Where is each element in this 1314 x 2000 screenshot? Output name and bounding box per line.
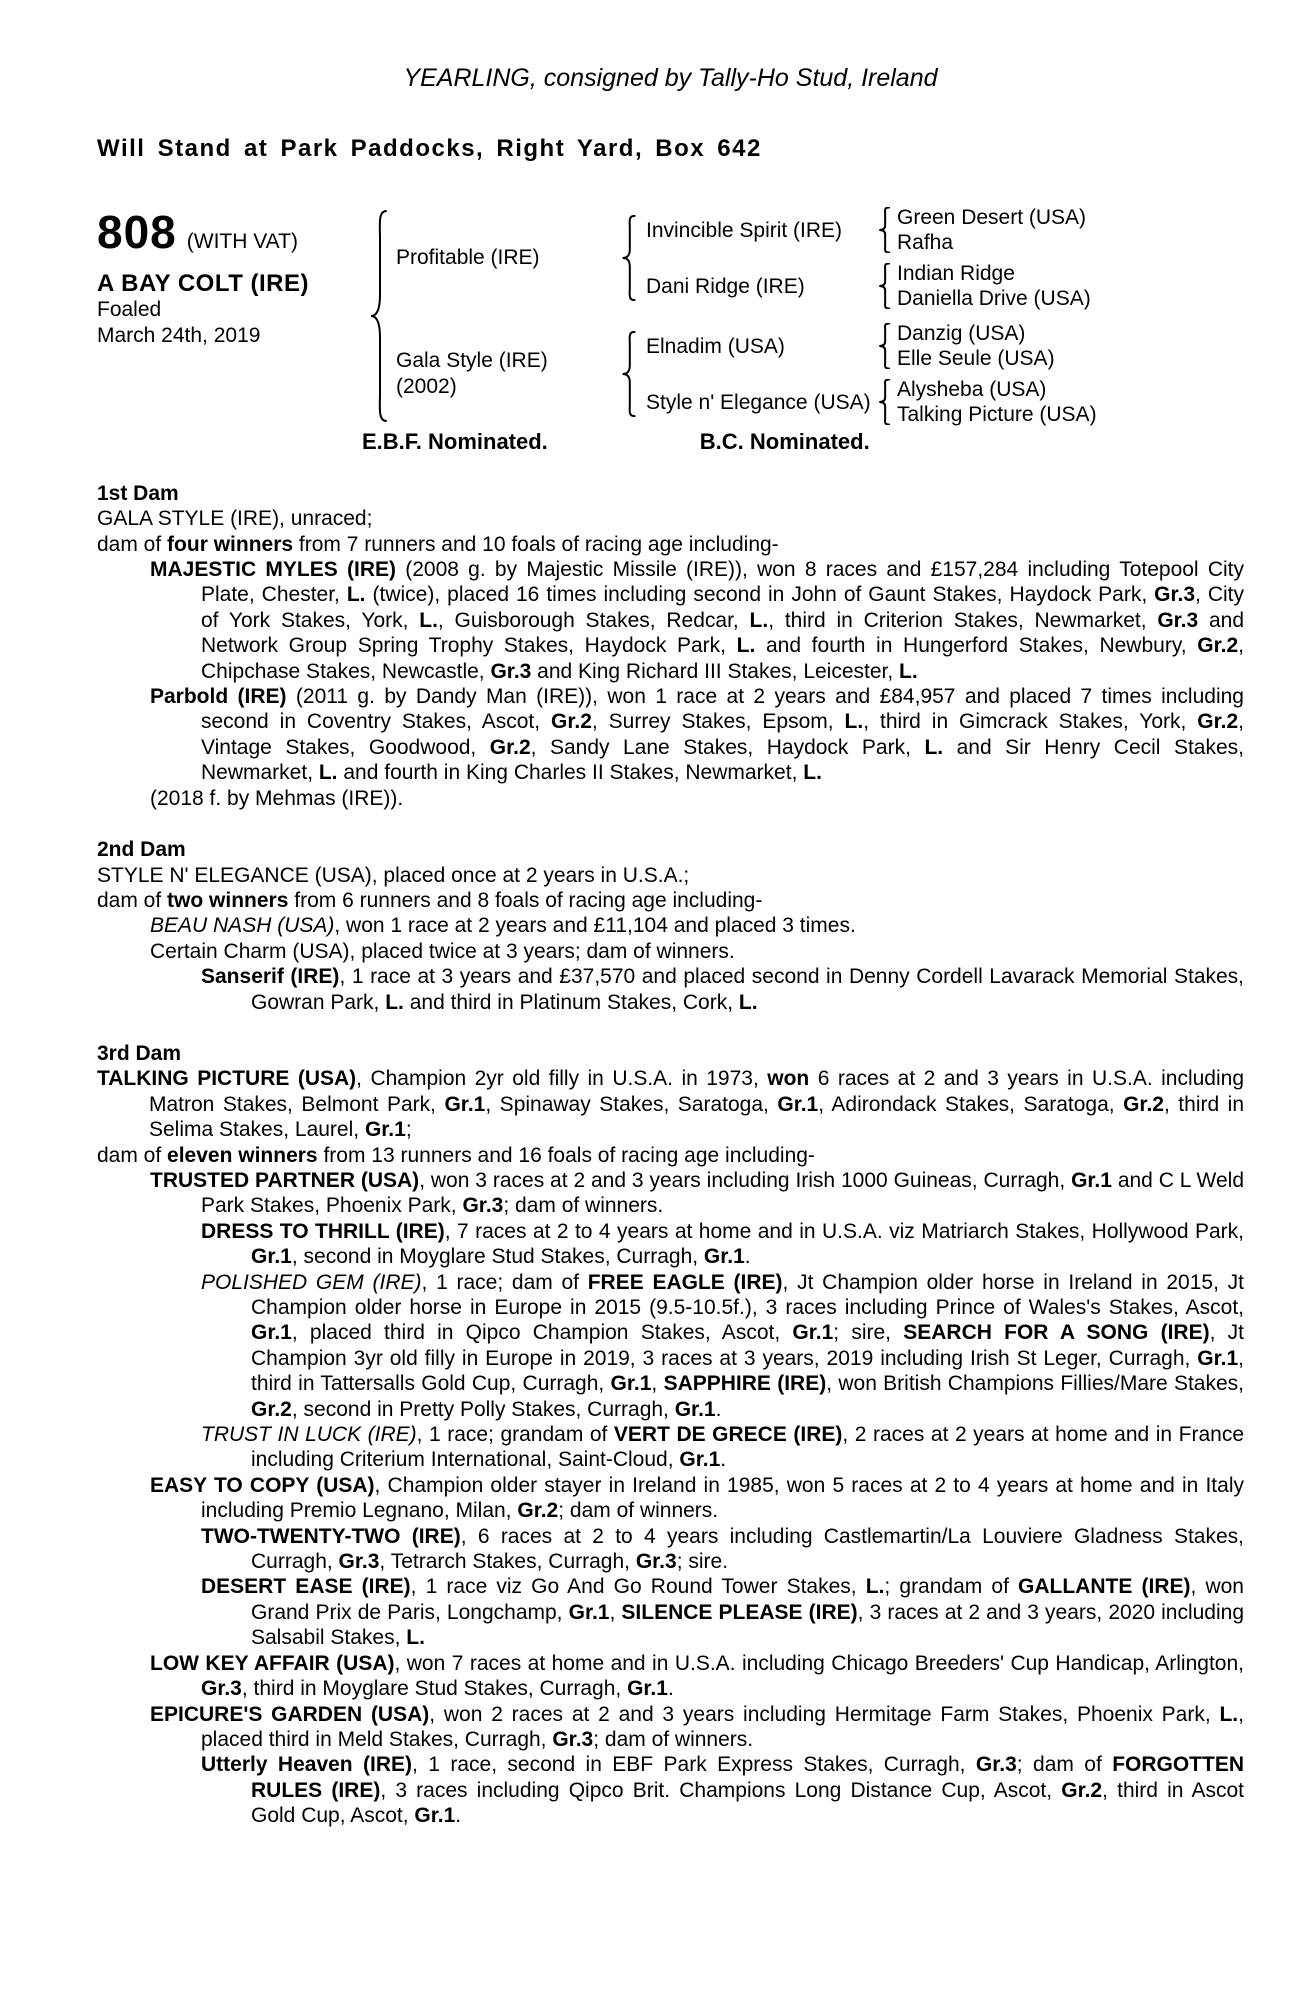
bold-text: Gr.3 — [1154, 583, 1196, 607]
bold-text: Gr.3 — [490, 659, 532, 683]
consignor-line: YEARLING, consigned by Tally-Ho Stud, Ireland — [403, 64, 938, 92]
pedigree-brace — [878, 263, 891, 309]
text: dam of — [97, 532, 168, 556]
pedigree-greatgrandparent: Danzig (USA) — [897, 322, 1026, 346]
pedigree-paragraph — [97, 1574, 1244, 1650]
pedigree-halves — [389, 205, 1097, 427]
bold-text: L. — [865, 1575, 885, 1599]
stand-location-line: Will Stand at Park Paddocks, Right Yard, Box 642 — [97, 135, 762, 162]
bold-text: FORGOTTEN RULES (IRE) — [251, 1753, 1245, 1802]
pedigree-grandparent: Elnadim (USA) — [646, 334, 785, 358]
text: ; dam of winners. — [593, 1727, 754, 1751]
pedigree-tree — [369, 205, 1097, 427]
text: and Network Group Spring Trophy Stakes, Haydock Park, — [201, 608, 1245, 658]
pedigree-parent — [389, 245, 621, 271]
text: (2008 g. by Majestic Missile (IRE)), won 8 races and £157,284 including Totepool City Plate, Chester, — [201, 558, 1244, 607]
text: , 1 race; grandam of — [416, 1423, 614, 1447]
pedigree-paragraph — [97, 1168, 1244, 1219]
text: dam of — [97, 1143, 168, 1167]
bold-text: L. — [419, 608, 438, 632]
pedigree-greatgrandparent-list — [891, 205, 1086, 255]
text: Certain Charm (USA), placed twice at 3 years; dam of winners. — [150, 939, 735, 963]
text: . — [667, 1677, 674, 1701]
bold-text: L. — [385, 990, 404, 1014]
bold-text: Gr.3 — [338, 1550, 380, 1574]
bold-text: L. — [803, 761, 822, 785]
pedigree-greatgrandparent-list — [891, 377, 1097, 427]
bold-text: L. — [844, 710, 864, 734]
text: , placed third in Qipco Champion Stakes, Ascot, — [291, 1321, 793, 1345]
bold-text: two winners — [167, 888, 289, 912]
text: from 7 runners and 10 foals of racing age including- — [293, 532, 779, 556]
bold-text: Gr.1 — [364, 1118, 406, 1142]
text: and fourth in King Charles II Stakes, Newmarket, — [337, 761, 804, 785]
text: from 13 runners and 16 foals of racing age including- — [317, 1143, 815, 1167]
pedigree-greatgrandparent: Rafha — [897, 231, 954, 255]
text: from 6 runners and 8 foals of racing age including- — [288, 888, 763, 912]
bold-text: Gr.1 — [703, 1245, 745, 1269]
text: , City of York Stakes, York, — [201, 583, 1245, 632]
pedigree-paragraph — [97, 1752, 1244, 1828]
bold-text: Gr.3 — [975, 1753, 1017, 1777]
bold-text: L. — [749, 608, 769, 632]
text: (2018 f. by Mehmas (IRE)). — [150, 786, 404, 810]
pedigree-outer-brace — [369, 209, 389, 423]
pedigree-greatgrandparent-list — [891, 261, 1091, 311]
text: , won 7 races at home and in U.S.A. including Chicago Breeders' Cup Handicap, Arlington, — [394, 1651, 1244, 1675]
text: , won 2 races at 2 and 3 years including Hermitage Farm Stakes, Phoenix Park, — [429, 1702, 1220, 1726]
pedigree-paragraph — [97, 506, 1244, 531]
text: , Surrey Stakes, Epsom, — [591, 710, 845, 734]
bold-text: four winners — [167, 532, 294, 556]
pedigree-pair — [637, 321, 1097, 371]
italic-text: BEAU NASH (USA) — [150, 914, 335, 938]
text: ; sire. — [676, 1550, 729, 1574]
pedigree-brace — [878, 379, 891, 425]
text: , Chipchase Stakes, Newcastle, — [201, 634, 1244, 683]
text: and Sir Henry Cecil Stakes, Newmarket, — [201, 735, 1244, 785]
pedigree-paragraph — [97, 913, 1244, 938]
bold-text: Gr.1 — [792, 1321, 834, 1345]
italic-text: POLISHED GEM (IRE) — [201, 1270, 422, 1294]
text: , — [609, 1600, 622, 1624]
pedigree-brace — [878, 207, 891, 253]
bold-text: FREE EAGLE (IRE) — [587, 1270, 783, 1294]
bold-text: eleven winners — [167, 1143, 318, 1167]
text: ; dam of — [1016, 1753, 1113, 1777]
bold-text: EPICURE'S GARDEN (USA) — [150, 1702, 430, 1726]
text: and King Richard III Stakes, Leicester, — [531, 659, 900, 683]
pedigree-parent-name: Profitable (IRE) — [396, 246, 540, 270]
text: , won 1 race at 2 years and £11,104 and placed 3 times. — [334, 914, 856, 938]
bold-text: Gr.2 — [551, 710, 592, 734]
text: , Spinaway Stakes, Saratoga, — [485, 1092, 778, 1116]
bold-text: Gr.1 — [444, 1092, 486, 1116]
pedigree-block — [97, 205, 1244, 427]
bold-text: Gr.2 — [1197, 634, 1239, 658]
bold-text: Gr.1 — [1071, 1168, 1112, 1192]
text: , 6 races at 2 to 4 years including Castlemartin/La Louviere Gladness Stakes, Curragh, — [251, 1524, 1244, 1574]
pedigree-half — [389, 205, 1097, 311]
text: , third in Tattersalls Gold Cup, Curragh, — [251, 1346, 1244, 1396]
foaled-label: Foaled — [97, 297, 162, 321]
pedigree-paragraph — [97, 1143, 1244, 1168]
bold-text: Gr.3 — [635, 1550, 677, 1574]
bold-text: L. — [738, 990, 758, 1014]
text: , Jt Champion 3yr old filly in Europe in 2019, 3 races at 3 years, 2019 including Irish St Leger, Curragh, — [251, 1321, 1244, 1370]
bold-text: GALLANTE (IRE) — [1018, 1575, 1191, 1599]
bold-text: Gr.1 — [777, 1092, 819, 1116]
text: , second in Pretty Polly Stakes, Curragh, — [291, 1397, 675, 1421]
bold-text: SEARCH FOR A SONG (IRE) — [903, 1321, 1210, 1345]
bold-text: L. — [736, 634, 756, 658]
text: . — [455, 1804, 462, 1828]
pedigree-greatgrandparent: Daniella Drive (USA) — [897, 287, 1091, 311]
dam-section-title: 3rd Dam — [97, 1041, 182, 1065]
bold-text: TALKING PICTURE (USA) — [97, 1067, 357, 1091]
ebf-nominated-note: E.B.F. Nominated. — [362, 429, 548, 455]
bold-text: LOW KEY AFFAIR (USA) — [150, 1651, 395, 1675]
text: ; dam of winners. — [503, 1194, 664, 1218]
bold-text: SAPPHIRE (IRE) — [663, 1372, 827, 1396]
text: , third in Gimcrack Stakes, York, — [863, 710, 1198, 734]
bold-text: Utterly Heaven (IRE) — [201, 1753, 413, 1777]
pedigree-paragraph — [97, 939, 1244, 964]
pedigree-paragraph — [97, 1524, 1244, 1575]
text: , Tetrarch Stakes, Curragh, — [379, 1550, 636, 1574]
pedigree-paragraph — [97, 532, 1244, 557]
bold-text: L. — [318, 761, 338, 785]
text: , 3 races at 2 and 3 years, 2020 including Salsabil Stakes, — [251, 1600, 1245, 1650]
text: . — [744, 1245, 751, 1269]
text: dam of — [97, 888, 168, 912]
pedigree-grandparent: Invincible Spirit (IRE) — [646, 218, 843, 242]
pedigree-paragraph — [97, 888, 1244, 913]
bold-text: Gr.1 — [1197, 1346, 1239, 1370]
text: GALA STYLE (IRE), unraced; — [97, 507, 373, 531]
bold-text: Parbold (IRE) — [150, 685, 287, 709]
pedigree-greatgrandparent: Indian Ridge — [897, 262, 1015, 286]
pedigree-paragraph — [97, 1219, 1244, 1270]
text: , Adirondack Stakes, Saratoga, — [818, 1092, 1124, 1116]
text: , second in Moyglare Stud Stakes, Curragh, — [291, 1245, 704, 1269]
text: , third in Ascot Gold Cup, Ascot, — [251, 1778, 1244, 1828]
lot-vat-note: (WITH VAT) — [186, 230, 298, 254]
pedigree-paragraph — [97, 684, 1244, 786]
text: and C L Weld Park Stakes, Phoenix Park, — [201, 1168, 1245, 1218]
bold-text: TWO-TWENTY-TWO (IRE) — [201, 1524, 461, 1548]
bold-text: Gr.2 — [517, 1499, 559, 1523]
bold-text: Gr.1 — [627, 1677, 668, 1701]
lot-number: 808 — [97, 206, 177, 259]
bold-text: Gr.1 — [251, 1245, 292, 1269]
pedigree-paragraph — [97, 557, 1244, 684]
bold-text: Sanserif (IRE) — [201, 965, 340, 989]
bold-text: MAJESTIC MYLES (IRE) — [150, 558, 396, 582]
text: , placed third in Meld Stakes, Curragh, — [201, 1702, 1244, 1751]
text: . — [720, 1448, 727, 1472]
pedigree-grandparent: Dani Ridge (IRE) — [646, 274, 805, 298]
pedigree-pair — [637, 205, 1091, 255]
text: ; grandam of — [884, 1575, 1019, 1599]
bold-text: Gr.1 — [610, 1372, 652, 1396]
pedigree-grandparent: Style n' Elegance (USA) — [646, 390, 871, 414]
pedigree-parent — [389, 348, 621, 400]
text: and fourth in Hungerford Stakes, Newbury, — [755, 634, 1198, 658]
pedigree-parent-name: Gala Style (IRE) — [396, 349, 548, 373]
pedigree-pairs — [637, 321, 1097, 427]
pedigree-greatgrandparent: Alysheba (USA) — [897, 378, 1047, 402]
bold-text: DESERT EASE (IRE) — [201, 1575, 411, 1599]
lot-number-row — [97, 206, 369, 259]
dam-section-title: 1st Dam — [97, 481, 179, 505]
nomination-row — [97, 429, 1244, 454]
text: , 1 race, second in EBF Park Express Stakes, Curragh, — [412, 1753, 976, 1777]
text: , Sandy Lane Stakes, Haydock Park, — [530, 735, 925, 759]
bold-text: Gr.2 — [1123, 1092, 1164, 1116]
bold-text: Gr.1 — [414, 1804, 456, 1828]
text: , third in Moyglare Stud Stakes, Curragh, — [241, 1677, 628, 1701]
dam-sections — [97, 481, 1244, 1829]
text: , won 3 races at 2 and 3 years including Irish 1000 Guineas, Curragh, — [419, 1168, 1072, 1192]
bold-text: Gr.3 — [201, 1677, 242, 1701]
bold-text: L. — [924, 735, 944, 759]
bold-text: Gr.3 — [552, 1727, 594, 1751]
bold-text: Gr.2 — [489, 735, 531, 759]
bold-text: Gr.3 — [462, 1194, 504, 1218]
bold-text: Gr.2 — [1197, 710, 1239, 734]
bold-text: SILENCE PLEASE (IRE) — [621, 1600, 858, 1624]
pedigree-greatgrandparent-list — [891, 321, 1055, 371]
bold-text: Gr.2 — [1061, 1778, 1103, 1802]
bc-nominated-note: B.C. Nominated. — [699, 429, 870, 455]
text: , 1 race viz Go And Go Round Tower Stakes, — [410, 1575, 866, 1599]
pedigree-paragraph — [97, 1473, 1244, 1524]
bold-text: DRESS TO THRILL (IRE) — [201, 1219, 445, 1243]
pedigree-parent-year: (2002) — [396, 375, 457, 399]
text: , 7 races at 2 to 4 years at home and in U.S.A. viz Matriarch Stakes, Hollywood Park, — [444, 1219, 1244, 1243]
text: , Jt Champion older horse in Ireland in 2015, Jt Champion older horse in Europe in 2015 (9.5-10.5f.), 3 races including Prince of Wales's Stakes, Ascot, — [251, 1270, 1244, 1319]
text: . — [715, 1397, 722, 1421]
pedigree-paragraph — [97, 1651, 1244, 1702]
pedigree-paragraph — [97, 1422, 1244, 1473]
pedigree-paragraph — [97, 786, 1244, 811]
text: , 3 races including Qipco Brit. Champions Long Distance Cup, Ascot, — [380, 1778, 1062, 1802]
text: STYLE N' ELEGANCE (USA), placed once at 2 years in U.S.A.; — [97, 863, 690, 887]
text: , Guisborough Stakes, Redcar, — [437, 608, 750, 632]
text: , third in Selima Stakes, Laurel, — [149, 1092, 1245, 1142]
text: (2011 g. by Dandy Man (IRE)), won 1 race at 2 years and £84,957 and placed 7 times including second in Coventry Stakes, Ascot, — [201, 685, 1244, 734]
text: 6 races at 2 and 3 years in U.S.A. including Matron Stakes, Belmont Park, — [149, 1067, 1245, 1116]
pedigree-paragraph — [97, 1270, 1244, 1422]
text: (twice), placed 16 times including second in John of Gaunt Stakes, Haydock Park, — [365, 583, 1155, 607]
pedigree-pairs — [637, 205, 1091, 311]
bold-text: Gr.1 — [674, 1397, 716, 1421]
bold-text: Gr.3 — [1157, 608, 1199, 632]
text: , — [651, 1372, 664, 1396]
text: , 1 race at 3 years and £37,570 and placed second in Denny Cordell Lavarack Memorial Stakes, Gowran Park, — [251, 965, 1245, 1014]
bold-text: TRUSTED PARTNER (USA) — [150, 1168, 420, 1192]
pedigree-brace — [621, 215, 637, 301]
bold-text: Gr.1 — [679, 1448, 721, 1472]
bold-text: L. — [899, 659, 918, 683]
bold-text: Gr.1 — [568, 1600, 610, 1624]
bold-text: L. — [406, 1626, 425, 1650]
bold-text: won — [767, 1067, 810, 1091]
bold-text: L. — [1219, 1702, 1239, 1726]
text: ; sire, — [833, 1321, 904, 1345]
dam-section-title: 2nd Dam — [97, 838, 186, 862]
foaled-date: March 24th, 2019 — [97, 323, 261, 347]
lot-description: A BAY COLT (IRE) — [97, 270, 310, 298]
lot-info — [97, 205, 369, 348]
pedigree-half — [389, 321, 1097, 427]
bold-text: VERT DE GRECE (IRE) — [613, 1423, 843, 1447]
pedigree-brace — [621, 331, 637, 417]
text: , third in Criterion Stakes, Newmarket, — [768, 608, 1158, 632]
text: , Vintage Stakes, Goodwood, — [201, 710, 1244, 759]
bold-text: Gr.1 — [251, 1321, 292, 1345]
pedigree-paragraph — [97, 863, 1244, 888]
bold-text: EASY TO COPY (USA) — [150, 1473, 375, 1497]
text: ; — [405, 1118, 412, 1142]
bold-text: Gr.2 — [251, 1397, 292, 1421]
text: , won British Champions Fillies/Mare Stakes, — [826, 1372, 1245, 1396]
text: , 2 races at 2 years at home and in France including Criterium International, Saint-Cloud, — [251, 1423, 1244, 1472]
pedigree-pair — [637, 261, 1091, 311]
text: , Champion 2yr old filly in U.S.A. in 1973, — [356, 1067, 768, 1091]
pedigree-paragraph — [97, 1702, 1244, 1753]
italic-text: TRUST IN LUCK (IRE) — [201, 1423, 417, 1447]
pedigree-brace — [878, 323, 891, 369]
text: and third in Platinum Stakes, Cork, — [403, 990, 739, 1014]
text: , 1 race; dam of — [421, 1270, 588, 1294]
pedigree-paragraph — [97, 1066, 1244, 1142]
pedigree-greatgrandparent: Green Desert (USA) — [897, 206, 1087, 230]
pedigree-pair — [637, 377, 1097, 427]
text: ; dam of winners. — [558, 1499, 719, 1523]
text: , Champion older stayer in Ireland in 1985, won 5 races at 2 to 4 years at home and in Italy including Premio Legnano, Milan, — [201, 1473, 1244, 1523]
pedigree-greatgrandparent: Talking Picture (USA) — [897, 403, 1097, 427]
text: , won Grand Prix de Paris, Longchamp, — [251, 1575, 1244, 1624]
pedigree-greatgrandparent: Elle Seule (USA) — [897, 347, 1055, 371]
pedigree-paragraph — [97, 964, 1244, 1015]
bold-text: L. — [346, 583, 366, 607]
